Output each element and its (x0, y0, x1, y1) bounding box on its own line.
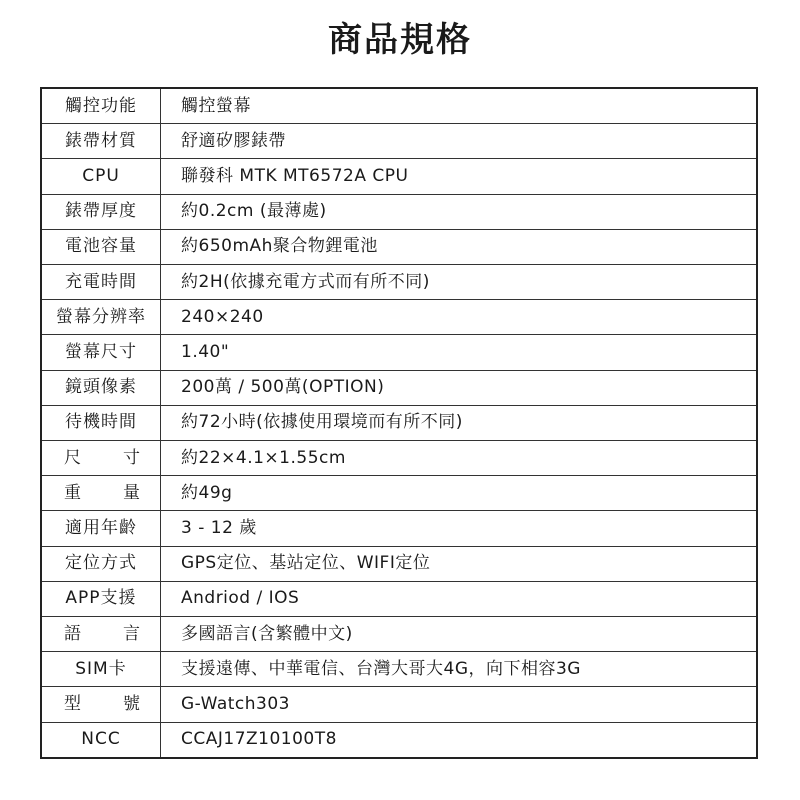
spec-value: 240×240 (161, 300, 758, 335)
table-row (41, 546, 757, 581)
spec-label: CPU (41, 159, 161, 194)
table-row (41, 511, 757, 546)
spec-value: 聯發科 MTK MT6572A CPU (161, 159, 758, 194)
table-row (41, 88, 757, 124)
spec-value: 200萬 / 500萬(OPTION) (161, 370, 758, 405)
spec-value: G-Watch303 (161, 687, 758, 722)
table-row (41, 476, 757, 511)
spec-value: Andriod / IOS (161, 581, 758, 616)
table-row (41, 687, 757, 722)
spec-label: 螢幕分辨率 (41, 300, 161, 335)
spec-value: 約650mAh聚合物鋰電池 (161, 229, 758, 264)
spec-label: 型號 (41, 687, 161, 722)
spec-value: 多國語言(含繁體中文) (161, 617, 758, 652)
table-row (41, 300, 757, 335)
spec-value: GPS定位、基站定位、WIFI定位 (161, 546, 758, 581)
spec-label: 重量 (41, 476, 161, 511)
spec-value: 約22×4.1×1.55cm (161, 441, 758, 476)
spec-label: 錶帶厚度 (41, 194, 161, 229)
spec-label: 語言 (41, 617, 161, 652)
table-row (41, 335, 757, 370)
table-row (41, 159, 757, 194)
spec-label: NCC (41, 722, 161, 758)
spec-value: 約0.2cm (最薄處) (161, 194, 758, 229)
spec-value: 支援遠傳、中華電信、台灣大哥大4G，向下相容3G (161, 652, 758, 687)
table-row (41, 194, 757, 229)
spec-value: 舒適矽膠錶帶 (161, 124, 758, 159)
spec-label: APP支援 (41, 581, 161, 616)
table-row (41, 229, 757, 264)
spec-label: 定位方式 (41, 546, 161, 581)
spec-label: 錶帶材質 (41, 124, 161, 159)
table-row (41, 617, 757, 652)
spec-label: 適用年齡 (41, 511, 161, 546)
table-row (41, 722, 757, 758)
spec-label: 尺寸 (41, 441, 161, 476)
table-row (41, 405, 757, 440)
spec-value: CCAJ17Z10100T8 (161, 722, 758, 758)
page-title: 商品規格 (328, 20, 472, 60)
spec-value: 觸控螢幕 (161, 88, 758, 124)
spec-value: 約72小時(依據使用環境而有所不同) (161, 405, 758, 440)
spec-label: 鏡頭像素 (41, 370, 161, 405)
spec-value: 3 - 12 歲 (161, 511, 758, 546)
spec-table (40, 87, 758, 759)
spec-label: 觸控功能 (41, 88, 161, 124)
table-row (41, 652, 757, 687)
spec-label: 螢幕尺寸 (41, 335, 161, 370)
spec-label: 電池容量 (41, 229, 161, 264)
spec-label: 充電時間 (41, 265, 161, 300)
spec-label: SIM卡 (41, 652, 161, 687)
spec-value: 約49g (161, 476, 758, 511)
spec-label: 待機時間 (41, 405, 161, 440)
spec-value: 1.40" (161, 335, 758, 370)
table-row (41, 370, 757, 405)
spec-value: 約2H(依據充電方式而有所不同) (161, 265, 758, 300)
table-row (41, 265, 757, 300)
table-row (41, 441, 757, 476)
table-row (41, 124, 757, 159)
table-row (41, 581, 757, 616)
